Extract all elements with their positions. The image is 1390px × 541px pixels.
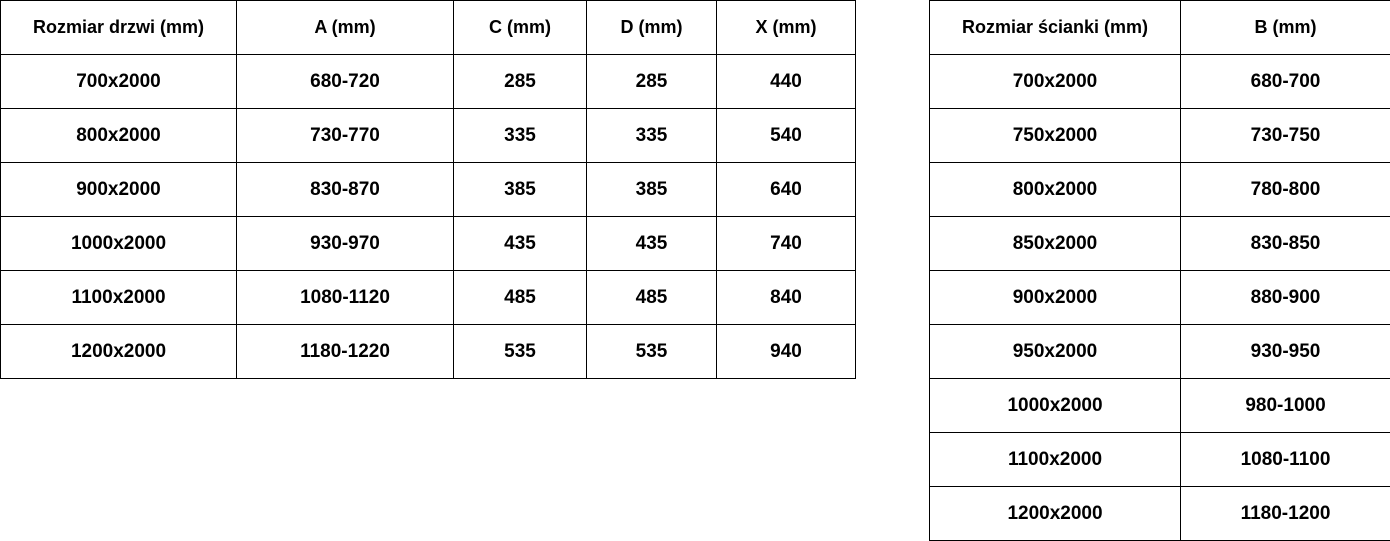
cell-a: 680-720	[237, 55, 454, 109]
table-row	[930, 217, 1390, 271]
table-row	[930, 163, 1390, 217]
table-row	[1, 217, 856, 271]
cell-door-size: 700x2000	[1, 55, 237, 109]
cell-wall-size: 1100x2000	[930, 433, 1181, 487]
table-row	[930, 325, 1390, 379]
cell-c: 335	[454, 109, 587, 163]
table-row	[1, 163, 856, 217]
cell-b: 830-850	[1181, 217, 1390, 271]
cell-d: 335	[587, 109, 717, 163]
door-size-table	[0, 0, 856, 379]
cell-x: 640	[717, 163, 856, 217]
cell-c: 485	[454, 271, 587, 325]
cell-door-size: 1200x2000	[1, 325, 237, 379]
cell-wall-size: 800x2000	[930, 163, 1181, 217]
cell-x: 540	[717, 109, 856, 163]
table-row	[1, 325, 856, 379]
cell-b: 780-800	[1181, 163, 1390, 217]
column-header-a: A (mm)	[237, 1, 454, 55]
column-header-c: C (mm)	[454, 1, 587, 55]
cell-x: 440	[717, 55, 856, 109]
cell-c: 385	[454, 163, 587, 217]
table-row	[930, 109, 1390, 163]
cell-x: 840	[717, 271, 856, 325]
cell-door-size: 1000x2000	[1, 217, 237, 271]
cell-c: 285	[454, 55, 587, 109]
column-header-b: B (mm)	[1181, 1, 1390, 55]
cell-c: 535	[454, 325, 587, 379]
cell-a: 1080-1120	[237, 271, 454, 325]
cell-x: 740	[717, 217, 856, 271]
cell-wall-size: 950x2000	[930, 325, 1181, 379]
wall-size-table	[929, 0, 1390, 541]
cell-wall-size: 900x2000	[930, 271, 1181, 325]
cell-d: 535	[587, 325, 717, 379]
cell-wall-size: 1000x2000	[930, 379, 1181, 433]
cell-c: 435	[454, 217, 587, 271]
cell-a: 930-970	[237, 217, 454, 271]
cell-wall-size: 850x2000	[930, 217, 1181, 271]
table-row	[930, 55, 1390, 109]
cell-b: 880-900	[1181, 271, 1390, 325]
cell-d: 485	[587, 271, 717, 325]
cell-d: 385	[587, 163, 717, 217]
cell-b: 980-1000	[1181, 379, 1390, 433]
table-row	[1, 109, 856, 163]
table-header-row	[930, 1, 1390, 55]
cell-a: 830-870	[237, 163, 454, 217]
cell-door-size: 800x2000	[1, 109, 237, 163]
table-header-row	[1, 1, 856, 55]
cell-d: 285	[587, 55, 717, 109]
cell-b: 680-700	[1181, 55, 1390, 109]
table-row	[1, 271, 856, 325]
table-row	[1, 55, 856, 109]
table-row	[930, 487, 1390, 541]
column-header-d: D (mm)	[587, 1, 717, 55]
column-header-door-size: Rozmiar drzwi (mm)	[1, 1, 237, 55]
column-header-x: X (mm)	[717, 1, 856, 55]
cell-door-size: 1100x2000	[1, 271, 237, 325]
cell-b: 930-950	[1181, 325, 1390, 379]
column-header-wall-size: Rozmiar ścianki (mm)	[930, 1, 1181, 55]
cell-b: 1080-1100	[1181, 433, 1390, 487]
cell-b: 1180-1200	[1181, 487, 1390, 541]
cell-wall-size: 1200x2000	[930, 487, 1181, 541]
cell-b: 730-750	[1181, 109, 1390, 163]
cell-wall-size: 700x2000	[930, 55, 1181, 109]
cell-door-size: 900x2000	[1, 163, 237, 217]
cell-wall-size: 750x2000	[930, 109, 1181, 163]
cell-a: 730-770	[237, 109, 454, 163]
table-row	[930, 271, 1390, 325]
cell-a: 1180-1220	[237, 325, 454, 379]
table-row	[930, 379, 1390, 433]
table-row	[930, 433, 1390, 487]
cell-d: 435	[587, 217, 717, 271]
cell-x: 940	[717, 325, 856, 379]
